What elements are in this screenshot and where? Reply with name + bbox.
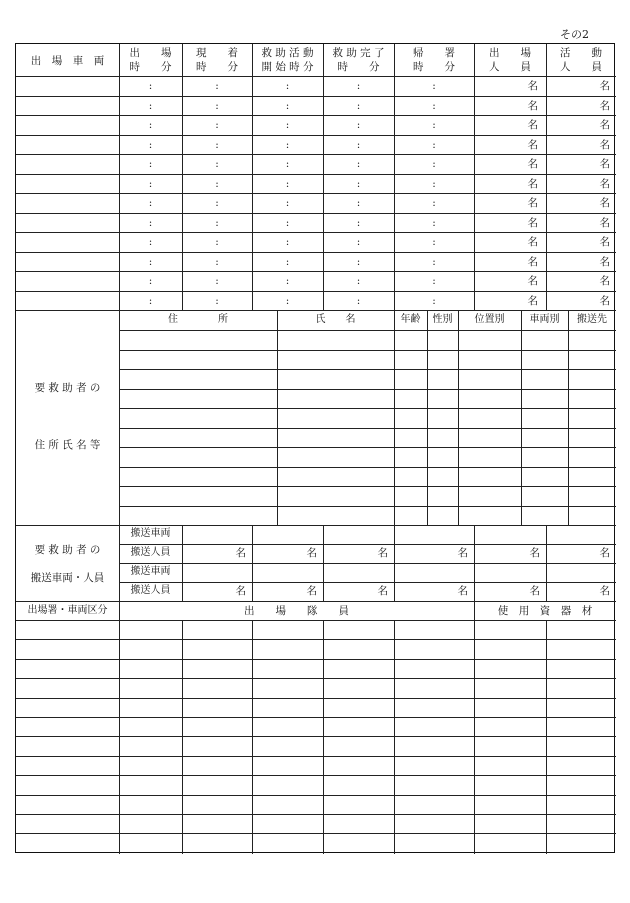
rescued-row-line [119,350,616,351]
time-separator[interactable]: : [432,99,436,112]
persons-unit[interactable]: 名 [527,275,538,287]
rescued-label-divider [119,310,120,525]
time-separator[interactable]: : [215,197,219,209]
time-separator[interactable]: : [285,236,290,248]
rescued-header: 性別 [432,314,453,325]
time-separator[interactable]: : [432,294,436,307]
time-separator[interactable]: : [356,80,361,92]
time-separator[interactable]: : [285,158,290,170]
dispatch-header: 時 分 [196,61,238,73]
time-separator[interactable]: : [148,197,153,209]
time-separator[interactable]: : [285,255,290,268]
transport-persons-label: 搬送人員 [130,547,171,558]
dispatch-header: 救 助 活 動 [261,47,314,59]
time-separator[interactable]: : [356,275,361,287]
time-separator[interactable]: : [356,255,361,268]
transport-persons-unit[interactable]: 名 [235,547,246,559]
dispatch-header: 人 員 [560,61,602,73]
time-separator[interactable]: : [148,294,153,307]
persons-unit[interactable]: 名 [599,158,610,170]
dispatch-row-line [16,291,616,292]
time-separator[interactable]: : [285,216,290,229]
dispatch-header: 出 場 車 両 [30,55,105,67]
time-separator[interactable]: : [148,216,153,229]
time-separator[interactable]: : [432,158,436,170]
persons-unit[interactable]: 名 [599,255,610,268]
time-separator[interactable]: : [148,119,153,131]
dispatch-row-line [16,96,616,97]
dispatch-header: 活 動 [560,47,602,59]
time-separator[interactable]: : [432,275,436,287]
station-label: 出場署・車両区分 [27,605,108,616]
time-separator[interactable]: : [356,216,361,229]
dispatch-row-line [16,135,616,136]
transport-persons-unit[interactable]: 名 [457,547,468,559]
dispatch-header: 現 着 [196,47,238,59]
time-separator[interactable]: : [285,294,290,307]
time-separator[interactable]: : [432,138,436,151]
persons-unit[interactable]: 名 [599,119,610,131]
time-separator[interactable]: : [215,138,219,151]
transport-row-line [119,563,616,564]
time-separator[interactable]: : [148,99,153,112]
persons-unit[interactable]: 名 [599,294,610,307]
time-separator[interactable]: : [285,275,290,287]
dispatch-row-line [16,193,616,194]
transport-persons-unit[interactable]: 名 [235,585,246,597]
persons-unit[interactable]: 名 [599,80,610,92]
time-separator[interactable]: : [432,255,436,268]
persons-unit[interactable]: 名 [599,177,610,190]
time-separator[interactable]: : [285,138,290,151]
time-separator[interactable]: : [148,80,153,92]
time-separator[interactable]: : [215,119,219,131]
dispatch-header: 時 分 [129,61,172,73]
transport-section-label: 搬送車両・人員 [30,572,105,584]
time-separator[interactable]: : [356,177,361,190]
transport-persons-label: 搬送人員 [130,585,171,596]
dispatch-header: 人 員 [489,61,531,73]
crew-row-line [16,659,616,660]
rescued-column-line [521,310,522,525]
persons-unit[interactable]: 名 [527,216,538,229]
transport-section-label: 要 救 助 者 の [34,544,101,556]
time-separator[interactable]: : [356,197,361,209]
time-separator[interactable]: : [215,80,219,92]
persons-unit[interactable]: 名 [527,80,538,92]
persons-unit[interactable]: 名 [599,216,610,229]
rescued-row-line [119,506,616,507]
dispatch-header: 出 場 [489,47,531,59]
rescued-header: 氏 名 [315,314,356,325]
transport-persons-unit[interactable]: 名 [529,585,540,597]
persons-unit[interactable]: 名 [599,197,610,209]
persons-unit[interactable]: 名 [527,119,538,131]
dispatch-header: 時 分 [413,61,455,73]
crew-members-label: 出 場 隊 員 [244,605,349,617]
dispatch-header: 出 場 [129,47,172,59]
time-separator[interactable]: : [432,236,436,248]
dispatch-row-line [16,232,616,233]
crew-row-line [16,698,616,699]
time-separator[interactable]: : [215,275,219,287]
time-separator[interactable]: : [356,99,361,112]
time-separator[interactable]: : [432,216,436,229]
time-separator[interactable]: : [148,275,153,287]
rescued-column-line [394,310,395,525]
dispatch-header: 救 助 完 了 [332,47,385,59]
time-separator[interactable]: : [285,177,290,190]
time-separator[interactable]: : [148,177,153,190]
persons-unit[interactable]: 名 [527,236,538,248]
transport-persons-unit[interactable]: 名 [306,547,317,559]
persons-unit[interactable]: 名 [599,275,610,287]
persons-unit[interactable]: 名 [527,177,538,190]
crew-row-line [16,795,616,796]
rescued-header: 位置別 [474,314,505,325]
time-separator[interactable]: : [215,216,219,229]
dispatch-row-line [16,271,616,272]
dispatch-row-line [16,252,616,253]
time-separator[interactable]: : [215,294,219,307]
transport-row-line [119,582,616,583]
crew-row-line [16,639,616,640]
crew-row-line [16,736,616,737]
crew-row-line [16,717,616,718]
dispatch-header: 開 始 時 分 [261,61,314,73]
crew-row-line [16,814,616,815]
time-separator[interactable]: : [356,138,361,151]
rescued-row-line [119,467,616,468]
rescued-column-line [427,310,428,525]
time-separator[interactable]: : [148,255,153,268]
rescued-row-line [119,408,616,409]
persons-unit[interactable]: 名 [527,158,538,170]
crew-row-line [16,756,616,757]
transport-persons-unit[interactable]: 名 [599,585,610,597]
time-separator[interactable]: : [285,197,290,209]
rescued-header-line [119,330,616,331]
time-separator[interactable]: : [356,236,361,248]
crew-row-line [16,678,616,679]
rescued-row-line [119,389,616,390]
rescued-column-line [458,310,459,525]
crew-header-line [16,620,616,621]
equipment-label: 使 用 資 器 材 [497,605,593,617]
time-separator[interactable]: : [432,197,436,209]
time-separator[interactable]: : [432,119,436,131]
rescued-row-line [119,486,616,487]
time-separator[interactable]: : [148,138,153,151]
persons-unit[interactable]: 名 [599,236,610,248]
time-separator[interactable]: : [215,177,219,190]
persons-unit[interactable]: 名 [527,197,538,209]
rescued-column-line [568,310,569,525]
rescued-header: 搬送先 [577,314,607,325]
time-separator[interactable]: : [215,99,219,112]
section-divider [16,310,616,311]
rescued-column-line [277,310,278,525]
time-separator[interactable]: : [356,294,361,307]
section-divider [16,601,616,602]
time-separator[interactable]: : [215,158,219,170]
persons-unit[interactable]: 名 [599,138,610,151]
time-separator[interactable]: : [148,158,153,170]
dispatch-row-line [16,213,616,214]
dispatch-header: 時 分 [337,61,380,73]
transport-persons-unit[interactable]: 名 [306,585,317,597]
rescued-section-label: 要 救 助 者 の [34,382,101,394]
section-divider [16,525,616,526]
time-separator[interactable]: : [285,80,290,92]
transport-row-line [119,544,616,545]
crew-row-line [16,775,616,776]
rescue-report-form [15,43,615,853]
rescued-row-line [119,369,616,370]
rescued-section-label: 住 所 氏 名 等 [34,439,101,451]
dispatch-header-line [16,76,616,77]
transport-persons-unit[interactable]: 名 [457,585,468,597]
persons-unit[interactable]: 名 [527,99,538,112]
dispatch-row-line [16,115,616,116]
transport-persons-unit[interactable]: 名 [529,547,540,559]
persons-unit[interactable]: 名 [527,255,538,268]
transport-persons-unit[interactable]: 名 [599,547,610,559]
time-separator[interactable]: : [432,80,436,92]
time-separator[interactable]: : [356,158,361,170]
transport-persons-unit[interactable]: 名 [377,547,388,559]
persons-unit[interactable]: 名 [527,138,538,151]
time-separator[interactable]: : [215,255,219,268]
rescued-row-line [119,447,616,448]
rescued-header: 年齢 [400,314,421,325]
rescued-header: 車両別 [529,314,560,325]
dispatch-header: 帰 署 [413,47,455,59]
time-separator[interactable]: : [215,236,219,248]
persons-unit[interactable]: 名 [527,294,538,307]
rescued-header: 住 所 [168,314,228,325]
transport-vehicle-label: 搬送車両 [130,528,171,539]
time-separator[interactable]: : [432,177,436,190]
transport-vehicle-label: 搬送車両 [130,566,171,577]
dispatch-row-line [16,154,616,155]
crew-row-line [16,833,616,834]
time-separator[interactable]: : [148,236,153,248]
time-separator[interactable]: : [285,99,290,112]
rescued-row-line [119,428,616,429]
transport-persons-unit[interactable]: 名 [377,585,388,597]
dispatch-row-line [16,174,616,175]
page-label: その2 [560,28,589,41]
persons-unit[interactable]: 名 [599,99,610,112]
time-separator[interactable]: : [356,119,361,131]
time-separator[interactable]: : [285,119,290,131]
